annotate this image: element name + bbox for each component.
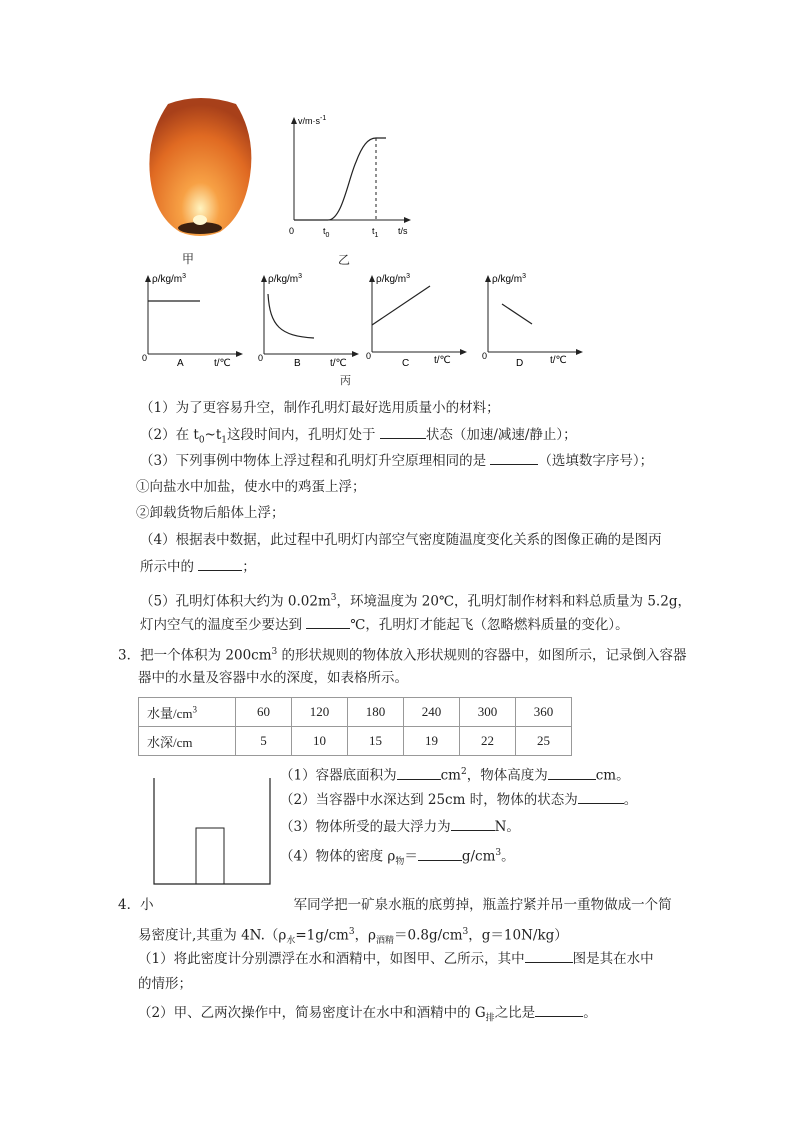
- table-cell: 300: [460, 698, 516, 727]
- graph-d-origin: 0: [482, 351, 488, 361]
- density-graph-c: [364, 268, 474, 368]
- graph-a-origin: 0: [142, 353, 148, 363]
- x-axis-arrow: [460, 349, 467, 355]
- y-axis-arrow: [369, 275, 375, 282]
- answer-blank[interactable]: [198, 556, 242, 571]
- graph-b-origin: 0: [258, 353, 264, 363]
- answer-blank[interactable]: [490, 450, 538, 465]
- graph-yi-label: 乙: [338, 253, 351, 267]
- q4-stem: 4．小 军同学把一矿泉水瓶的底剪掉，瓶盖拧紧并吊一重物做成一个简: [118, 897, 672, 913]
- table-cell: 15: [348, 727, 404, 756]
- answer-blank[interactable]: [548, 765, 596, 780]
- q4-stem-cont: 易密度计,其重为 $4N.(\rho_水=1g/cm^3$，$\rho_{酒精}=0.8g/cm^3$，g＝10N/kg）: [138, 927, 568, 947]
- table-cell: 22: [460, 727, 516, 756]
- answer-blank[interactable]: [397, 765, 441, 780]
- table-row: [139, 727, 572, 756]
- graph-b-y-label: $\rho/kg/m^3$: [268, 273, 303, 285]
- q2-part4-cont: 所示中的 ；: [140, 556, 256, 577]
- x-axis-arrow: [236, 351, 243, 357]
- density-line: [502, 304, 532, 324]
- graph-b-letter: B: [294, 358, 301, 368]
- graph-d-y-label: $\rho/kg/m^3$: [492, 273, 527, 285]
- q3-sub3: （3）物体所受的最大浮力为 N。: [280, 816, 520, 837]
- graph-yi-x-label: t/s: [398, 226, 408, 236]
- container-diagram: [150, 776, 276, 888]
- q3-sub4: （4）物体的密度 $\rho_物= g/cm^3$。: [280, 843, 515, 872]
- q2-option1: ①向盐水中加盐，使水中的鸡蛋上浮；: [136, 479, 366, 495]
- table-cell: 240: [404, 698, 460, 727]
- table-cell: 60: [236, 698, 292, 727]
- answer-blank[interactable]: [535, 1002, 583, 1017]
- table-cell: 19: [404, 727, 460, 756]
- graph-yi-y-label: $v/m\cdot s^{-1}$: [298, 115, 327, 126]
- answer-blank[interactable]: [380, 424, 426, 439]
- graph-yi-origin: 0: [289, 226, 295, 236]
- q2-part3: （3）下列事例中物体上浮过程和孔明灯升空原理相同的是 （选填数字序号）；: [140, 450, 653, 471]
- answer-blank[interactable]: [451, 816, 495, 831]
- density-curve: [268, 294, 314, 338]
- graph-c-letter: C: [402, 358, 410, 368]
- container-outline: [154, 778, 270, 884]
- q4-sub1: （1）将此密度计分别漂浮在水和酒精中，如图甲、乙所示，其中 图是其在水中: [138, 948, 654, 969]
- graph-c-origin: 0: [366, 351, 372, 361]
- answer-blank[interactable]: [578, 789, 624, 804]
- q2-part5-cont: 灯内空气的温度至少要达到 ℃，孔明灯才能起飞（忽略燃料质量的变化）。: [140, 614, 629, 635]
- lantern-flame: [193, 215, 207, 225]
- answer-blank[interactable]: [306, 614, 350, 629]
- table-cell: 10: [292, 727, 348, 756]
- graph-c-y-label: $\rho/kg/m^3$: [376, 273, 411, 285]
- table-cell: 180: [348, 698, 404, 727]
- graph-yi-t1: $t_1$: [372, 226, 379, 239]
- graph-b-x-label: t/℃: [330, 358, 347, 368]
- q2-option2: ②卸载货物后船体上浮；: [136, 505, 285, 521]
- q3-stem: 3．把一个体积为 $200cm^3$ 的形状规则的物体放入形状规则的容器中，如图所示，记录倒入容器: [118, 647, 687, 664]
- density-line: [372, 286, 430, 325]
- graph-yi-t0: $t_0$: [323, 226, 330, 239]
- graph-d-letter: D: [516, 358, 524, 368]
- graph-d-x-label: t/℃: [550, 355, 567, 366]
- y-axis-arrow: [291, 117, 297, 124]
- table-row: [139, 698, 572, 727]
- y-axis-arrow: [145, 275, 151, 282]
- q2-part1: （1）为了更容易升空，制作孔明灯最好选用质量小的材料；: [140, 400, 500, 416]
- q3-stem-cont: 器中的水量及容器中水的深度，如表格所示。: [138, 670, 408, 686]
- q3-sub1: （1）容器底面积为 $cm^2$，物体高度为 cm。: [280, 762, 630, 786]
- table-header-cell: 水深/cm: [139, 727, 236, 756]
- density-graph-d: [480, 268, 590, 368]
- density-graph-a: [140, 268, 250, 368]
- density-graph-b: [256, 268, 366, 368]
- answer-blank[interactable]: [418, 846, 462, 861]
- q2-part5: （5）孔明灯体积大约为 $0.02m^3$，环境温度为 20℃，孔明灯制作材料和料总质量为 5.2g，: [140, 593, 691, 610]
- velocity-time-graph: [282, 110, 422, 240]
- graph-bing-label: 丙: [340, 375, 351, 387]
- table-header-cell: 水量$/cm^3$: [139, 698, 236, 727]
- sky-lantern-illustration: [140, 96, 260, 246]
- water-depth-table: [138, 697, 572, 756]
- q3-sub2: （2）当容器中水深达到 25cm 时，物体的状态为 。: [280, 789, 637, 810]
- velocity-curve: [294, 138, 386, 220]
- table-cell: 120: [292, 698, 348, 727]
- lantern-label: 甲: [182, 252, 195, 266]
- x-axis-arrow: [576, 349, 583, 355]
- block-object: [196, 828, 224, 884]
- q4-sub2: （2）甲、乙两次操作中，简易密度计在水中和酒精中的 $G_排$之比是 。: [138, 1002, 597, 1029]
- y-axis-arrow: [485, 275, 491, 282]
- graph-a-y-label: $\rho/kg/m^3$: [152, 273, 187, 285]
- graph-a-letter: A: [177, 358, 184, 368]
- q2-part2: （2）在 $t_0\sim t_1$这段时间内，孔明灯处于 状态（加速/减速/静止）；: [140, 424, 577, 451]
- table-cell: 360: [516, 698, 572, 727]
- table-cell: 25: [516, 727, 572, 756]
- x-axis-arrow: [352, 351, 359, 357]
- graph-a-x-label: t/℃: [214, 358, 231, 368]
- q2-part4: （4）根据表中数据，此过程中孔明灯内部空气密度随温度变化关系的图像正确的是图丙: [140, 532, 662, 548]
- answer-blank[interactable]: [525, 948, 573, 963]
- y-axis-arrow: [261, 275, 267, 282]
- graph-c-x-label: t/℃: [434, 355, 451, 366]
- q4-sub1-cont: 的情形；: [138, 976, 192, 992]
- table-cell: 5: [236, 727, 292, 756]
- x-axis-arrow: [404, 217, 411, 223]
